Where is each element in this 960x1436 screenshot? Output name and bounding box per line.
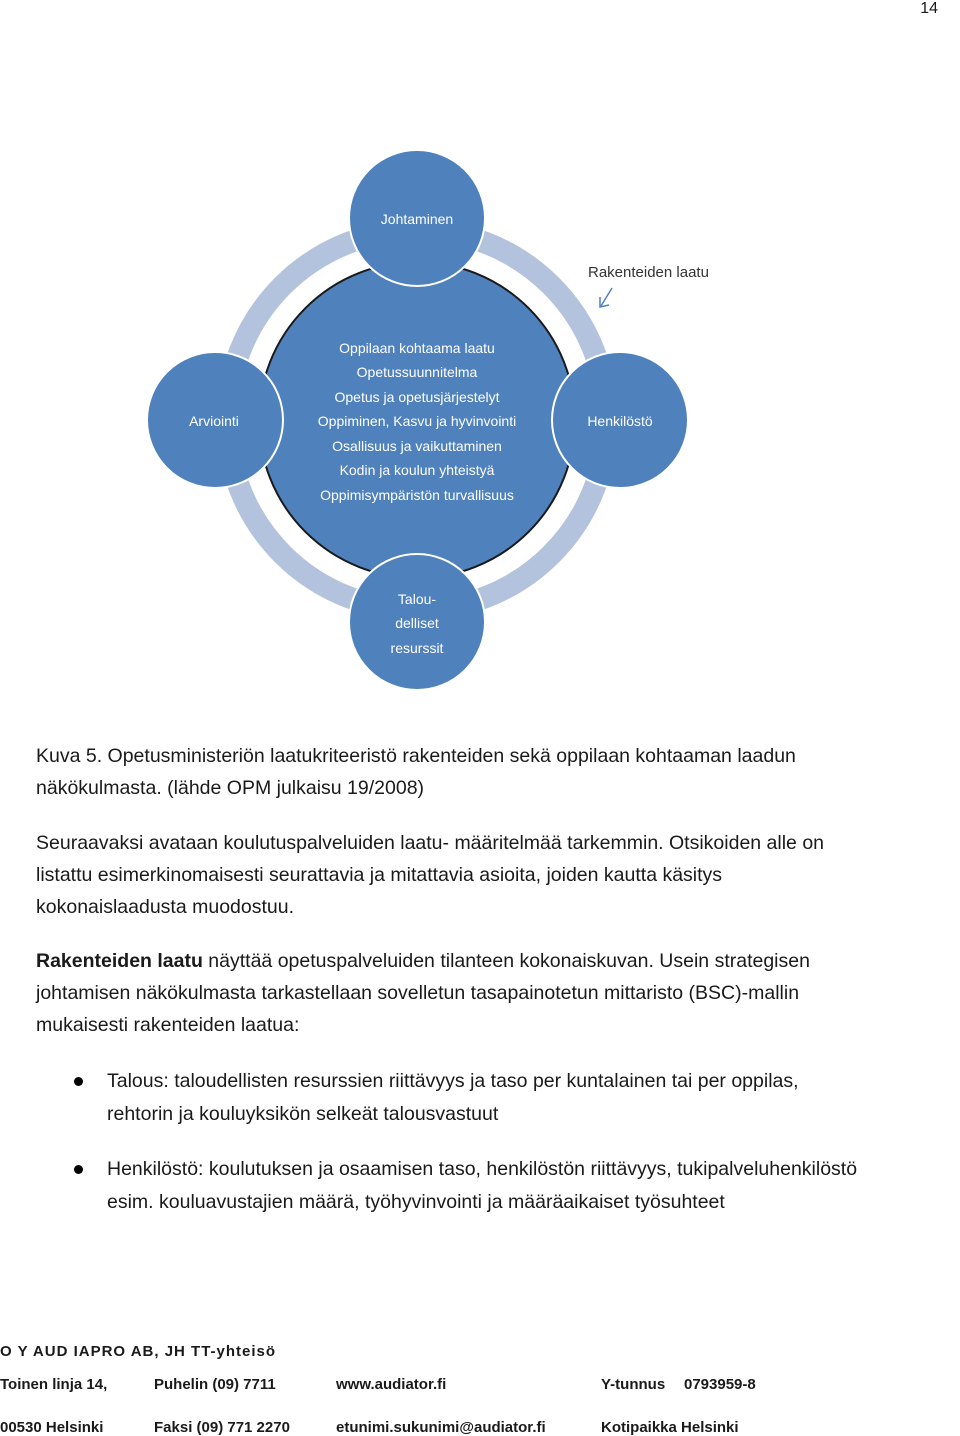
figure-caption (36, 740, 936, 804)
para1-line-1: Seuraavaksi avataan koulutuspalveluiden laatu- määritelmää tarkemmin. Otsikoiden alle on (36, 832, 825, 854)
footer-business-id: 0793959-8 (684, 1376, 756, 1393)
para1-line-3: kokonaislaadusta muodostuu. (36, 896, 295, 918)
node-top-label: Johtaminen (380, 211, 454, 227)
paragraph-intro (36, 827, 936, 923)
para2-line-3: mukaisesti rakenteiden laatua: (36, 1014, 300, 1036)
bullet-icon (74, 1077, 83, 1086)
bullet-2-line-1: Henkilöstö: koulutuksen ja osaamisen taso, henkilöstön riittävyys, tukipalveluhenkilöstö (107, 1158, 858, 1180)
node-bottom-label-2: delliset (395, 615, 439, 631)
node-bottom-label-3: resurssit (390, 640, 444, 656)
center-line-3: Opetus ja opetusjärjestelyt (334, 389, 500, 405)
center-line-4: Oppiminen, Kasvu ja hyvinvointi (317, 413, 517, 429)
center-line-5: Osallisuus ja vaikuttaminen (332, 438, 502, 454)
footer-company: O Y AUD IAPRO AB, JH TT-yhteisö (0, 1343, 277, 1360)
page-number: 14 (920, 0, 938, 17)
center-line-1: Oppilaan kohtaama laatu (339, 340, 495, 356)
paragraph-structure-quality (36, 945, 936, 1041)
center-line-7: Oppimisympäristön turvallisuus (320, 487, 514, 503)
list-item (36, 1153, 956, 1219)
node-right-label: Henkilöstö (587, 413, 653, 429)
callout-arrow-icon (600, 288, 612, 307)
caption-line-2: näkökulmasta. (lähde OPM julkaisu 19/2008) (36, 777, 425, 799)
para2-bold-term: Rakenteiden laatu (36, 950, 203, 972)
center-line-2: Opetussuunnitelma (356, 364, 478, 380)
para2-line-1 (36, 945, 936, 977)
callout-label: Rakenteiden laatu (588, 264, 709, 281)
bullet-1-line-1: Talous: taloudellisten resurssien riittävyys ja taso per kuntalainen tai per oppilas, (107, 1070, 799, 1092)
node-bottom-label-1: Talou- (397, 591, 437, 607)
center-line-6: Kodin ja koulun yhteistyä (339, 462, 495, 478)
para1-line-2: listattu esimerkinomaisesti seurattavia ja mitattavia asioita, joiden kautta käsitys (36, 864, 723, 886)
footer-domicile: Kotipaikka Helsinki (601, 1419, 739, 1436)
list-item (36, 1065, 956, 1131)
footer-postcode: 00530 Helsinki (0, 1419, 104, 1436)
footer-email-link[interactable]: etunimi.sukunimi@audiator.fi (336, 1419, 546, 1436)
footer-phone: Puhelin (09) 7711 (154, 1376, 276, 1393)
para2-line-2: johtamisen näkökulmasta tarkastellaan sovelletun tasapainotetun mittaristo (BSC)-mallin (36, 982, 800, 1004)
footer-address: Toinen linja 14, (0, 1376, 108, 1393)
para2-line-1-rest: näyttää opetuspalveluiden tilanteen kokonaiskuvan. Usein strategisen (202, 950, 810, 972)
footer-fax: Faksi (09) 771 2270 (154, 1419, 290, 1436)
bullet-1-line-2: rehtorin ja kouluyksikön selkeät talousvastuut (107, 1103, 499, 1125)
bullet-list (36, 1065, 956, 1241)
bullet-icon (74, 1165, 83, 1174)
footer-business-id-label: Y-tunnus (601, 1376, 666, 1393)
bullet-2-line-2: esim. kouluavustajien määrä, työhyvinvointi ja määräaikaiset työsuhteet (107, 1191, 725, 1213)
footer-website-link[interactable]: www.audiator.fi (336, 1376, 447, 1393)
node-left-label: Arviointi (189, 413, 239, 429)
caption-line-1: Kuva 5. Opetusministeriön laatukriteeristö rakenteiden sekä oppilaan kohtaaman laadun (36, 745, 796, 767)
